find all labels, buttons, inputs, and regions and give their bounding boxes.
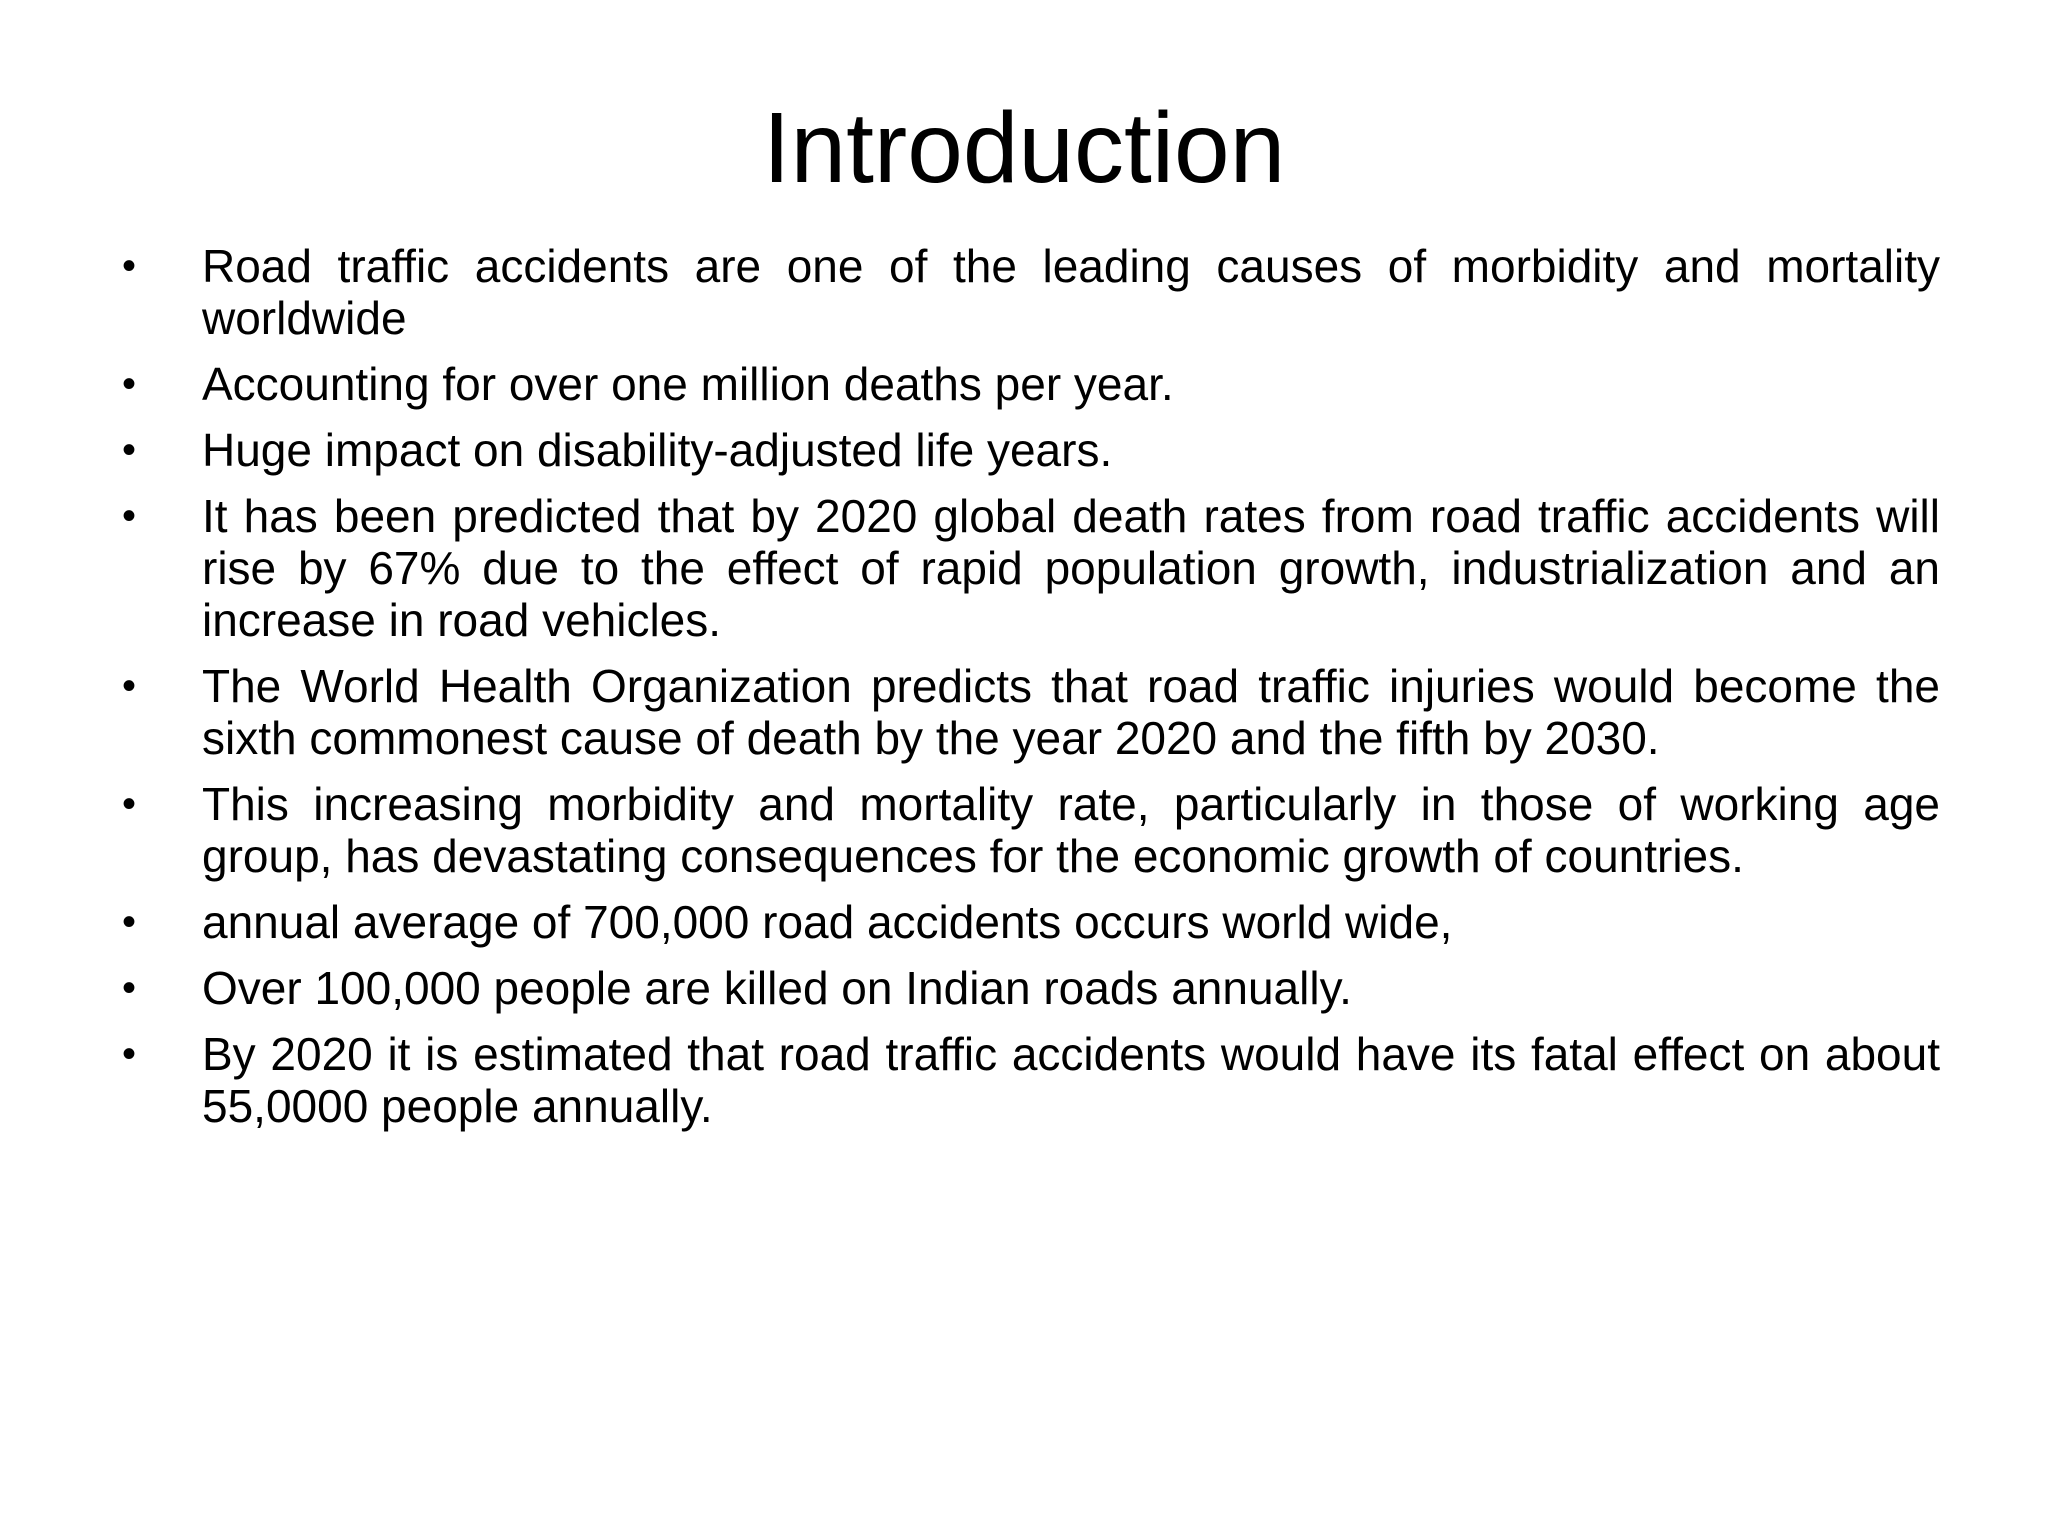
bullet-text: The World Health Organization predicts that road traffic injuries would become the sixth commonest cause of death by the year 2020 and the fifth by 2030. [202, 660, 1940, 764]
slide-title: Introduction [762, 92, 1286, 204]
bullet-item [118, 490, 1940, 646]
bullet-icon: • [122, 1032, 137, 1076]
bullet-text: By 2020 it is estimated that road traffic accidents would have its fatal effect on about 55,0000 people annually. [202, 1028, 1940, 1132]
bullet-text: It has been predicted that by 2020 global death rates from road traffic accidents will rise by 67% due to the effect of rapid population growth, industrialization and an increase in road vehicles. [202, 490, 1940, 646]
bullet-text: Accounting for over one million deaths per year. [202, 358, 1174, 410]
bullet-icon: • [122, 782, 137, 826]
bullet-item [118, 778, 1940, 882]
bullet-text: Huge impact on disability-adjusted life years. [202, 424, 1113, 476]
bullet-item [118, 660, 1940, 764]
bullet-item [118, 240, 1940, 344]
bullet-icon: • [122, 966, 137, 1010]
bullet-icon: • [122, 494, 137, 538]
bullet-text: annual average of 700,000 road accidents occurs world wide, [202, 896, 1453, 948]
bullet-list [118, 240, 1940, 1146]
bullet-text: This increasing morbidity and mortality rate, particularly in those of working age group, has devastating consequences for the economic growth of countries. [202, 778, 1940, 882]
bullet-text: Over 100,000 people are killed on Indian roads annually. [202, 962, 1352, 1014]
bullet-icon: • [122, 900, 137, 944]
bullet-icon: • [122, 664, 137, 708]
bullet-icon: • [122, 362, 137, 406]
bullet-item [118, 1028, 1940, 1132]
bullet-icon: • [122, 428, 137, 472]
bullet-text: Road traffic accidents are one of the leading causes of morbidity and mortality worldwide [202, 240, 1940, 344]
bullet-item [118, 358, 1940, 410]
bullet-item [118, 896, 1940, 948]
bullet-item [118, 424, 1940, 476]
bullet-icon: • [122, 244, 137, 288]
bullet-item [118, 962, 1940, 1014]
